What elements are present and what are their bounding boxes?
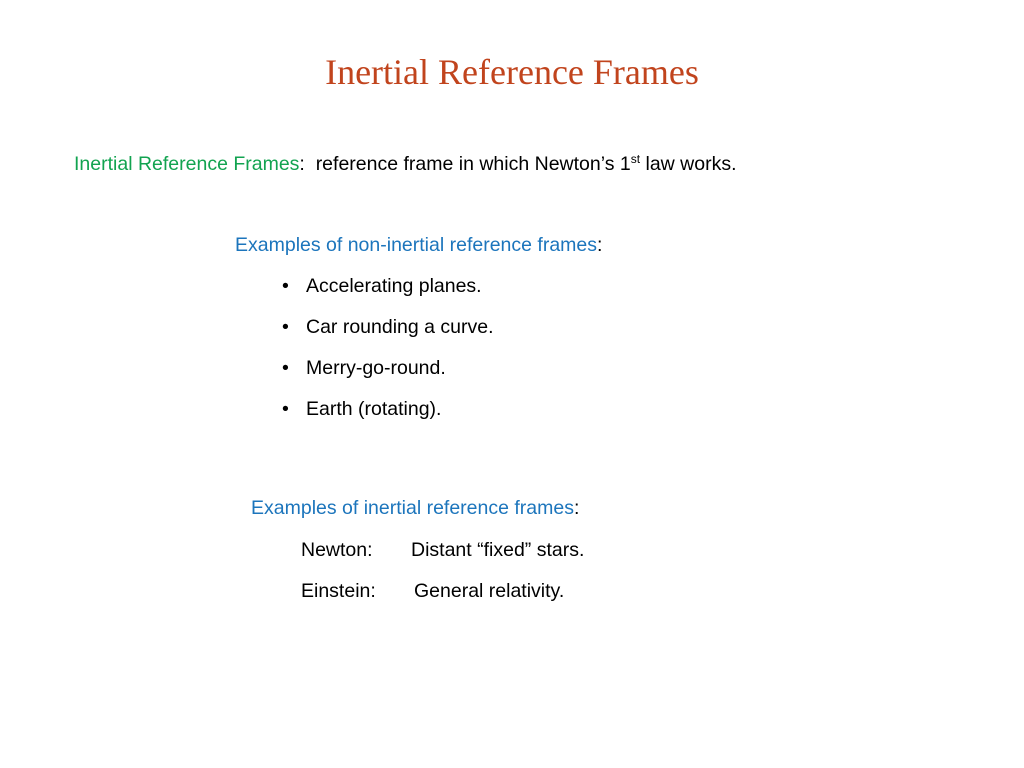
list-item-text: Earth (rotating). xyxy=(306,398,442,420)
bullet-icon: • xyxy=(282,357,289,379)
row-value: Distant “fixed” stars. xyxy=(411,539,585,561)
list-item xyxy=(282,314,494,355)
noninertial-heading: Examples of non-inertial reference frames xyxy=(235,234,597,256)
definition-superscript: st xyxy=(630,152,641,166)
bullet-icon: • xyxy=(282,275,289,297)
noninertial-heading-line xyxy=(235,232,602,258)
inertial-row-newton xyxy=(301,537,584,563)
inertial-heading: Examples of inertial reference frames xyxy=(251,497,574,519)
list-item-text: Accelerating planes. xyxy=(306,275,482,297)
definition-colon: : xyxy=(299,153,305,175)
list-item-text: Car rounding a curve. xyxy=(306,316,494,338)
noninertial-list xyxy=(282,273,494,437)
row-label: Newton: xyxy=(301,539,373,561)
row-value: General relativity. xyxy=(414,580,565,602)
inertial-heading-line xyxy=(251,495,579,521)
definition-text-end: law works. xyxy=(640,153,737,175)
list-item xyxy=(282,355,494,396)
slide-title: Inertial Reference Frames xyxy=(325,52,699,92)
noninertial-colon: : xyxy=(597,234,603,256)
definition-text: reference frame in which Newton’s 1 xyxy=(315,153,631,175)
definition-line xyxy=(74,151,737,177)
inertial-row-einstein xyxy=(301,578,564,604)
inertial-colon: : xyxy=(573,497,580,519)
list-item xyxy=(282,273,494,314)
list-item-text: Merry-go-round. xyxy=(306,357,446,379)
row-label: Einstein: xyxy=(301,580,376,602)
bullet-icon: • xyxy=(282,398,289,420)
list-item xyxy=(282,396,494,437)
bullet-icon: • xyxy=(282,316,289,338)
definition-term: Inertial Reference Frames xyxy=(74,153,300,175)
